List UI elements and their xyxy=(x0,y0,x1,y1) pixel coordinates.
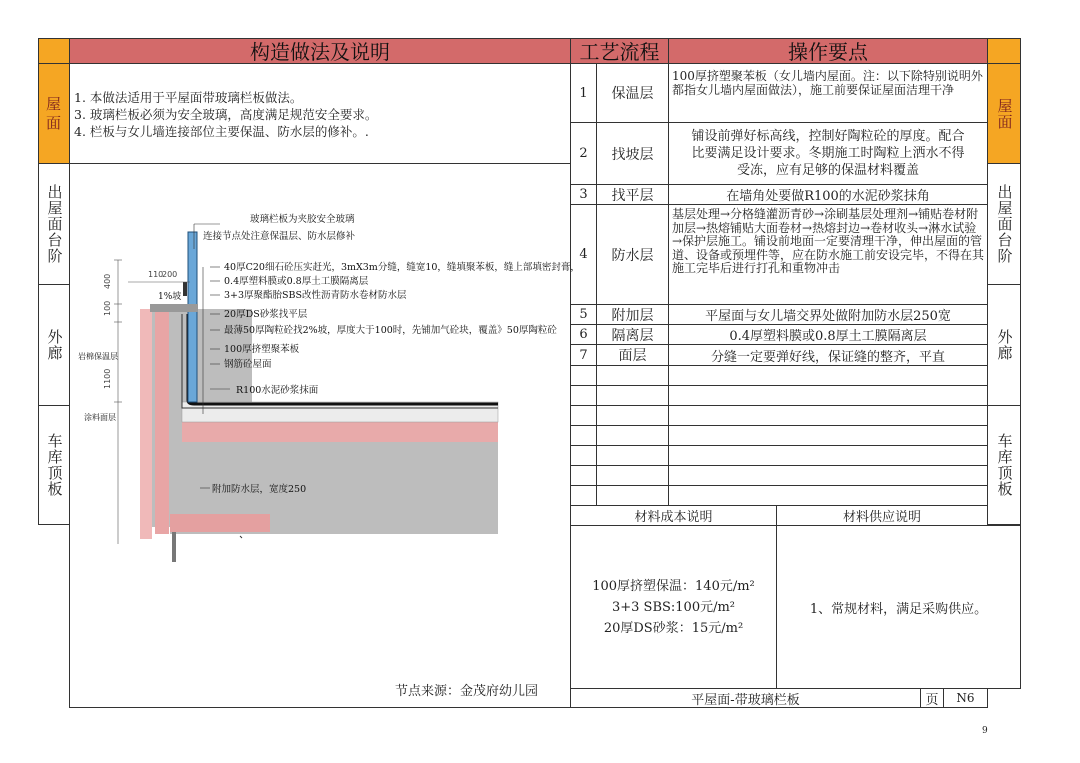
drawing-label: 玻璃栏板为夹胶安全玻璃 xyxy=(250,214,355,225)
process-num: 4 xyxy=(570,204,597,305)
empty-cell xyxy=(570,425,597,446)
empty-cell xyxy=(596,465,669,486)
empty-cell xyxy=(596,405,669,426)
svg-text:200: 200 xyxy=(162,270,178,279)
process-detail: 铺设前弹好标高线，控制好陶粒砼的厚度。配合比要满足设计要求。冬期施工时陶粒上洒水不得受冻，应有足够的保温材料覆盖 xyxy=(668,122,988,185)
empty-cell xyxy=(596,425,669,446)
empty-cell xyxy=(668,405,988,426)
drawing-title: 平屋面-带玻璃栏板 xyxy=(570,688,921,708)
header-corner-right xyxy=(987,38,1021,64)
process-step: 面层 xyxy=(596,344,669,366)
process-detail: 基层处理→分格缝灌沥青砂→涂刷基层处理剂→铺贴卷材附加层→热熔铺贴大面卷材→热熔封边→卷材收头→淋水试验→保护层施工。铺设前地面一定要清理干净，伸出屋面的管道、设备或预埋件等，应在防水施工前安设完毕，不得在其施工完毕后进行打孔和重物冲击 xyxy=(668,204,988,305)
drawing-label: 附加防水层，宽度250 xyxy=(212,484,307,495)
operation-title: 操作要点 xyxy=(668,38,988,64)
process-num: 1 xyxy=(570,63,597,123)
empty-cell xyxy=(570,405,597,426)
empty-cell xyxy=(570,385,597,406)
page-number: 9 xyxy=(982,726,988,736)
process-detail: 在墙角处要做R100的水泥砂浆抹角 xyxy=(668,184,988,205)
drawing-label: 40厚C20细石砼压实赶光，3mX3m分缝，缝宽10，缝填聚苯板，缝上部填密封膏， xyxy=(224,262,580,273)
left-tab-corridor[interactable]: 外廊 xyxy=(38,284,70,406)
process-step: 找坡层 xyxy=(596,122,669,185)
node-source: 节点来源：金茂府幼儿园 xyxy=(395,684,539,699)
header-corner-left xyxy=(38,38,70,64)
empty-cell xyxy=(668,445,988,466)
notes-box xyxy=(69,63,571,164)
process-step: 附加层 xyxy=(596,304,669,325)
note-line: 3. 玻璃栏板必须为安全玻璃，高度满足规范安全要求。 xyxy=(74,107,378,122)
empty-cell xyxy=(596,365,669,386)
construction-title: 构造做法及说明 xyxy=(69,38,571,64)
note-line: 1. 本做法适用于平屋面带玻璃栏板做法。 xyxy=(74,90,303,105)
corner-insulation xyxy=(170,514,270,532)
process-step: 隔离层 xyxy=(596,324,669,345)
svg-text:100: 100 xyxy=(103,300,112,316)
cost-line: 20厚DS砂浆：15元/m² xyxy=(603,620,744,636)
right-tab-corridor[interactable]: 外廊 xyxy=(987,284,1021,406)
glass-panel xyxy=(188,232,197,402)
empty-cell xyxy=(570,365,597,386)
empty-cell xyxy=(596,445,669,466)
cost-line: 100厚挤塑保温：140元/m² xyxy=(592,578,755,594)
empty-cell xyxy=(668,425,988,446)
process-num: 5 xyxy=(570,304,597,325)
drain-pipe xyxy=(172,532,176,562)
svg-text:1100: 1100 xyxy=(103,368,112,389)
process-num: 7 xyxy=(570,344,597,366)
drawing-label: 最薄50厚陶粒砼找2%坡，厚度大于100时，先铺加气砼块，覆盖》50厚陶粒砼 xyxy=(224,325,557,336)
process-detail: 分缝一定要弹好线，保证缝的整齐，平直 xyxy=(668,344,988,366)
process-title: 工艺流程 xyxy=(570,38,669,64)
right-tab-garage-roof[interactable]: 车库顶板 xyxy=(987,405,1021,525)
empty-cell xyxy=(668,365,988,386)
right-tab-roof-steps[interactable]: 出屋面台阶 xyxy=(987,163,1021,285)
process-detail: 100厚挤塑聚苯板（女儿墙内屋面。注：以下除特别说明外都指女儿墙内屋面做法），施工前要保证屋面洁理干净 xyxy=(668,63,988,123)
empty-cell xyxy=(668,385,988,406)
supply-title: 材料供应说明 xyxy=(776,505,988,526)
empty-cell xyxy=(570,445,597,466)
page-label: 页 xyxy=(920,688,944,708)
process-detail: 0.4厚塑料膜或0.8厚土工膜隔离层 xyxy=(668,324,988,345)
process-num: 6 xyxy=(570,324,597,345)
supply-box xyxy=(776,525,1021,689)
left-tab-roof-steps[interactable]: 出屋面台阶 xyxy=(38,163,70,285)
empty-cell xyxy=(596,385,669,406)
page-code: N6 xyxy=(943,688,988,708)
drawing-label: 20厚DS砂浆找平层 xyxy=(224,309,308,320)
drawing-label: 钢筋砼屋面 xyxy=(224,359,272,370)
empty-cell xyxy=(668,465,988,486)
drawing-label: 100厚挤塑聚苯板 xyxy=(224,344,300,355)
supply-text: 1、常规材料，满足采购供应。 xyxy=(809,601,988,617)
drawing-label: 岩棉保温层 xyxy=(78,352,118,361)
left-tab-roof[interactable]: 屋面 xyxy=(38,63,70,164)
parapet-insulation xyxy=(155,309,169,534)
empty-cell xyxy=(596,485,669,506)
glass-bracket xyxy=(183,282,187,296)
empty-cell xyxy=(570,485,597,506)
note-line: 4. 栏板与女儿墙连接部位主要保温、防水层的修补。. xyxy=(74,124,369,139)
xps-board xyxy=(182,422,498,442)
process-step: 防水层 xyxy=(596,204,669,305)
svg-text:110: 110 xyxy=(148,270,164,279)
process-detail: 平屋面与女儿墙交界处做附加防水层250宽 xyxy=(668,304,988,325)
drawing-label: 3+3厚聚酯胎SBS改性沥青防水卷材防水层 xyxy=(224,290,407,301)
cost-line: 3+3 SBS:100元/m² xyxy=(611,599,736,615)
right-tab-roof[interactable]: 屋面 xyxy=(987,63,1021,164)
drawing-label: 1%坡 xyxy=(158,292,182,302)
section-detail-drawing xyxy=(70,164,570,706)
drawing-label: 涂料面层 xyxy=(84,413,116,422)
process-num: 2 xyxy=(570,122,597,185)
cost-box xyxy=(570,525,777,689)
cost-title: 材料成本说明 xyxy=(570,505,777,526)
outer-insulation xyxy=(140,309,152,539)
empty-cell xyxy=(570,465,597,486)
drawing-label: 0.4厚塑料膜或0.8厚土工膜隔离层 xyxy=(224,276,369,287)
drawing-label: R100水泥砂浆抹面 xyxy=(236,385,319,396)
drawing-label: 连接节点处注意保温层、防水层修补 xyxy=(203,231,356,242)
process-step: 保温层 xyxy=(596,63,669,123)
svg-text:400: 400 xyxy=(103,273,112,289)
left-tab-garage-roof[interactable]: 车库顶板 xyxy=(38,405,70,525)
process-num: 3 xyxy=(570,184,597,205)
empty-cell xyxy=(668,485,988,506)
process-step: 找平层 xyxy=(596,184,669,205)
parapet-cap xyxy=(150,304,198,312)
